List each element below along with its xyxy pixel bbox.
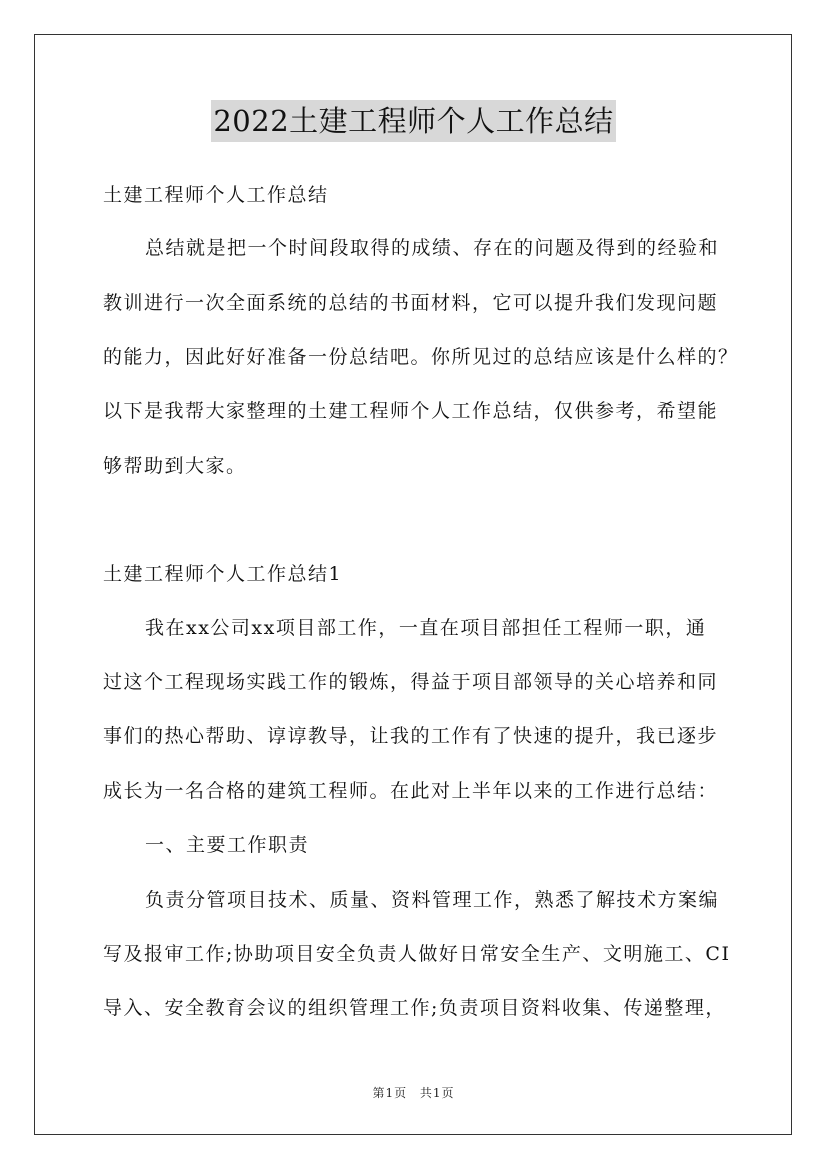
body-line: 我在xx公司xx项目部工作，一直在项目部担任工程师一职，通: [145, 617, 707, 639]
subsection-heading: 一、主要工作职责: [145, 834, 310, 856]
body-line: 的能力，因此好好准备一份总结吧。你所见过的总结应该是什么样的？: [103, 346, 739, 368]
page-total: 共1页: [419, 1086, 455, 1100]
page-footer: [0, 1084, 827, 1101]
page-number: 第1页: [372, 1086, 408, 1100]
body-line: 够帮助到大家。: [103, 455, 247, 477]
body-line: 过这个工程现场实践工作的锻炼，得益于项目部领导的关心培养和同: [103, 671, 719, 693]
body-line: 教训进行一次全面系统的总结的书面材料，它可以提升我们发现问题: [103, 292, 719, 314]
document-title: 2022土建工程师个人工作总结: [211, 100, 615, 142]
document-title-container: [0, 100, 827, 142]
section-heading: 土建工程师个人工作总结1: [103, 563, 343, 585]
body-line: 写及报审工作;协助项目安全负责人做好日常安全生产、文明施工、CI: [103, 943, 731, 965]
body-line: 导入、安全教育会议的组织管理工作;负责项目资料收集、传递整理，: [103, 997, 726, 1019]
body-line: 总结就是把一个时间段取得的成绩、存在的问题及得到的经验和: [145, 237, 720, 259]
body-line: 以下是我帮大家整理的土建工程师个人工作总结，仅供参考，希望能: [103, 400, 719, 422]
body-line: 成长为一名合格的建筑工程师。在此对上半年以来的工作进行总结：: [103, 780, 719, 802]
body-line: 事们的热心帮助、谆谆教导，让我的工作有了快速的提升，我已逐步: [103, 725, 719, 747]
section-heading: 土建工程师个人工作总结: [103, 184, 329, 206]
body-line: 负责分管项目技术、质量、资料管理工作，熟悉了解技术方案编: [145, 889, 720, 911]
